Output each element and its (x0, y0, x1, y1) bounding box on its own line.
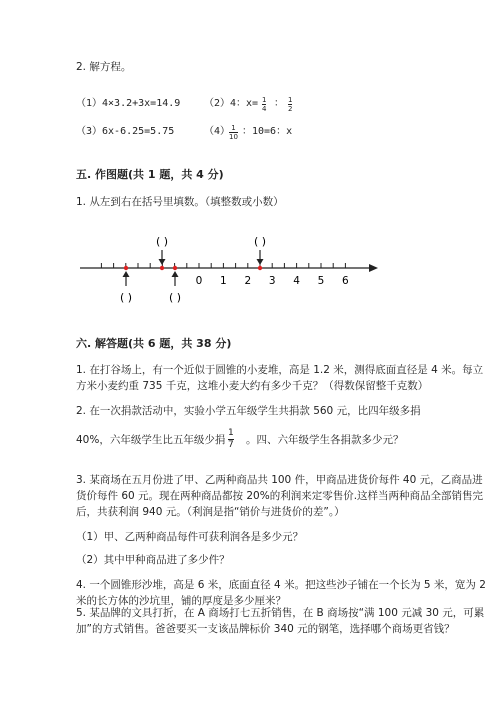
tick-label: 3 (268, 275, 276, 287)
equation-2-prefix: （2）4：x= (204, 98, 259, 109)
fraction-denominator: 2 (288, 105, 293, 113)
equation-1: （1）4×3.2+3x=14.9 (76, 98, 181, 109)
tick-label: 5 (317, 275, 325, 287)
tick-label: 2 (244, 275, 252, 287)
equation-2-fraction-2 (288, 96, 292, 113)
fraction-denominator: 4 (262, 105, 267, 113)
equation-2-fraction-1 (262, 96, 266, 113)
axis-arrow-icon (369, 264, 378, 272)
equation-2-colon: ： (274, 98, 284, 109)
section-6-question-1: 1. 在打谷场上，有一个近似于圆锥的小麦堆，高是 1.2 米，测得底面直径是 4 米。每立方米小麦约重 735 千克，这堆小麦大约有多少千克？（得数保留整千克数） (76, 364, 484, 392)
section-6-question-2-line-2-end: 。四、六年级学生各捐款多少元？ (246, 434, 404, 446)
fraction-numerator: 1 (228, 428, 234, 438)
number-line (0, 228, 500, 348)
marked-point (173, 266, 177, 270)
section-6-question-2-line-1: 2. 在一次捐款活动中，实验小学五年级学生共捐款 560 元，比四年级多捐 (76, 405, 421, 417)
section-6-title: 六. 解答题(共 6 题，共 38 分) (76, 337, 232, 350)
marked-point (258, 266, 262, 270)
tick-label: 0 (195, 275, 203, 287)
question-2-fraction (228, 428, 234, 451)
tick-label: 4 (293, 275, 300, 287)
section-2-title: 2. 解方程。 (76, 61, 132, 73)
answer-blank[interactable]: ( ) (253, 235, 267, 248)
section-6-question-3: 3. 某商场在五月份进了甲、乙两种商品共 100 件，甲商品进货价每件 40 元，乙商品进货价每件 60 元。现在两种商品都按 20%的利润来定零售价.这样当两种商品全部销售完后，共获利润 940 元。（利润是指“销价与进货价的差”。） (76, 474, 484, 518)
fraction-numerator: 1 (288, 96, 293, 104)
section-6-question-5: 5. 某品牌的文具打折，在 A 商场打七五折销售，在 B 商场按“满 100 元减 30 元，可累加”的方式销售。爸爸要买一支该品牌标价 340 元的钢笔，选择哪个商场更省钱？ (76, 607, 485, 635)
marked-point (160, 266, 164, 270)
fraction-numerator: 1 (231, 124, 236, 132)
down-arrow-icon (257, 259, 264, 265)
fraction-numerator: 1 (262, 96, 267, 104)
section-6-question-3-part-1: （1）甲、乙两种商品每件可获利润各是多少元？ (76, 531, 304, 543)
section-6-question-4: 4. 一个圆锥形沙堆，高是 6 米，底面直径 4 米。把这些沙子铺在一个长为 5 米，宽为 2 米的长方体的沙坑里，铺的厚度是多少厘米？ (76, 579, 486, 607)
down-arrow-icon (159, 259, 166, 265)
equation-3: （3）6x-6.25=5.75 (76, 126, 175, 137)
equation-2 (204, 97, 258, 111)
equation-4-fraction (229, 124, 238, 141)
fraction-denominator: 10 (229, 133, 238, 141)
marked-point (124, 266, 128, 270)
section-6-question-3-part-2: （2）其中甲种商品进了多少件？ (76, 554, 230, 566)
fraction-denominator: 7 (228, 440, 234, 450)
answer-blank[interactable]: ( ) (119, 291, 133, 304)
tick-label: 6 (342, 275, 349, 287)
tick-label: 1 (220, 275, 227, 287)
answer-blank[interactable]: ( ) (168, 291, 182, 304)
up-arrow-icon (172, 271, 179, 277)
section-6-question-2-line-2: 40%，六年级学生比五年级少捐 (76, 434, 226, 446)
section-5-question-1: 1. 从左到右在括号里填数。（填整数或小数） (76, 196, 284, 208)
section-5-title: 五. 作图题(共 1 题，共 4 分) (76, 168, 224, 181)
equation-4-prefix: （4） (204, 126, 231, 137)
up-arrow-icon (123, 271, 130, 277)
equation-4-rest: ：10=6：x (242, 126, 293, 137)
answer-blank[interactable]: ( ) (155, 235, 169, 248)
